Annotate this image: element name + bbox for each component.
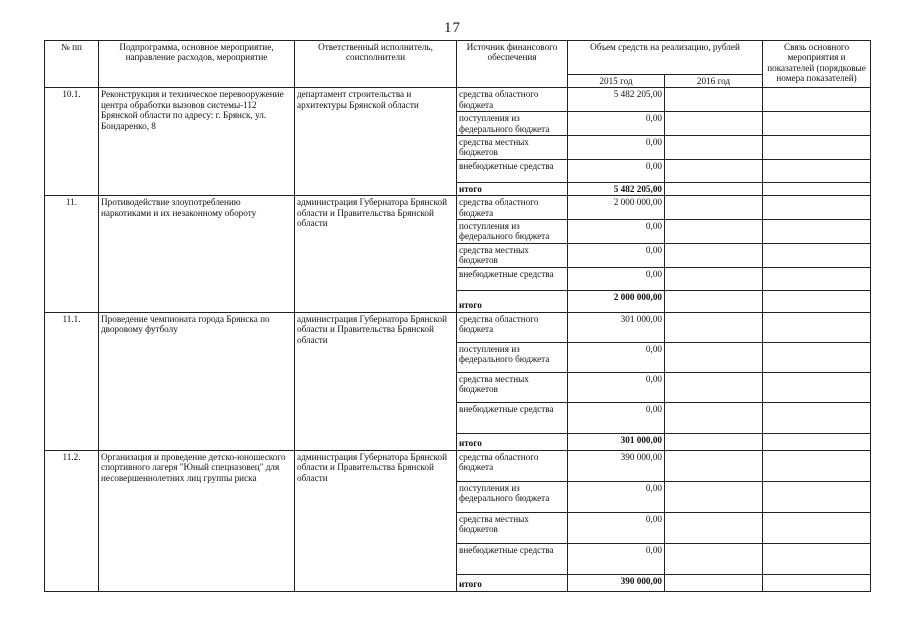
funding-source: внебюджетные средства xyxy=(457,159,568,182)
indicator-link xyxy=(763,574,871,591)
funding-source: средства областного бюджета xyxy=(457,450,568,481)
header-executor: Ответственный исполнитель, соисполнители xyxy=(295,41,457,88)
funding-source: средства местных бюджетов xyxy=(457,243,568,267)
header-volume: Объем средств на реализацию, рублей xyxy=(568,41,763,75)
indicator-link xyxy=(763,88,871,112)
total-label: итого xyxy=(457,182,568,195)
header-year-2015: 2015 год xyxy=(568,75,665,88)
header-num: № пп xyxy=(45,41,99,88)
amount-2016 xyxy=(665,243,763,267)
amount-2015: 0,00 xyxy=(568,267,665,290)
funding-source: поступления из федерального бюджета xyxy=(457,112,568,136)
amount-2016 xyxy=(665,136,763,160)
funding-source: средства местных бюджетов xyxy=(457,372,568,402)
amount-2016 xyxy=(665,112,763,136)
amount-2016 xyxy=(665,574,763,591)
funding-source: внебюджетные средства xyxy=(457,402,568,433)
amount-2015: 0,00 xyxy=(568,512,665,543)
funding-source: средства областного бюджета xyxy=(457,312,568,342)
header-link: Связь основного мероприятия и показателей (порядковые номера показателей) xyxy=(763,41,871,88)
amount-2016 xyxy=(665,159,763,182)
header-subprogram: Подпрограмма, основное мероприятие, направление расходов, мероприятие xyxy=(99,41,295,88)
amount-2016 xyxy=(665,450,763,481)
total-label: итого xyxy=(457,574,568,591)
indicator-link xyxy=(763,267,871,290)
activity-name: Противодействие злоупотреблению наркотиками и их незаконному обороту xyxy=(99,196,295,312)
row-number: 11. xyxy=(45,196,99,312)
table-row xyxy=(45,88,871,112)
amount-2015: 0,00 xyxy=(568,112,665,136)
row-number: 10.1. xyxy=(45,88,99,196)
funding-source: поступления из федерального бюджета xyxy=(457,342,568,372)
indicator-link xyxy=(763,512,871,543)
amount-2016 xyxy=(665,402,763,433)
indicator-link xyxy=(763,372,871,402)
amount-2015: 0,00 xyxy=(568,481,665,512)
indicator-link xyxy=(763,402,871,433)
amount-2015: 0,00 xyxy=(568,243,665,267)
activity-name: Проведение чемпионата города Брянска по дворовому футболу xyxy=(99,312,295,450)
amount-2016 xyxy=(665,433,763,450)
total-2015: 5 482 205,00 xyxy=(568,182,665,195)
responsible-executor: департамент строительства и архитектуры Брянской области xyxy=(295,88,457,196)
funding-source: средства местных бюджетов xyxy=(457,136,568,160)
table-row xyxy=(45,196,871,220)
header-source: Источник финансового обеспечения xyxy=(457,41,568,88)
amount-2016 xyxy=(665,372,763,402)
amount-2016 xyxy=(665,342,763,372)
table-row xyxy=(45,450,871,481)
activity-name: Организация и проведение детско-юношеского спортивного лагеря "Юный спецназовец" для несовершеннолетних лиц группы риска xyxy=(99,450,295,591)
amount-2015: 0,00 xyxy=(568,402,665,433)
funding-source: средства областного бюджета xyxy=(457,88,568,112)
funding-source: внебюджетные средства xyxy=(457,267,568,290)
amount-2016 xyxy=(665,481,763,512)
amount-2015: 390 000,00 xyxy=(568,450,665,481)
activity-name: Реконструкция и техническое перевооружение центра обработки вызовов системы-112 Брянской области по адресу: г. Брянск, ул. Бондаренко, 8 xyxy=(99,88,295,196)
amount-2015: 0,00 xyxy=(568,159,665,182)
amount-2016 xyxy=(665,543,763,574)
page-number: 17 xyxy=(444,20,461,36)
funding-source: средства областного бюджета xyxy=(457,196,568,220)
indicator-link xyxy=(763,243,871,267)
amount-2015: 0,00 xyxy=(568,342,665,372)
responsible-executor: администрация Губернатора Брянской области и Правительства Брянской области xyxy=(295,312,457,450)
funding-source: поступления из федерального бюджета xyxy=(457,481,568,512)
amount-2016 xyxy=(665,182,763,195)
amount-2016 xyxy=(665,196,763,220)
amount-2016 xyxy=(665,512,763,543)
header-year-2016: 2016 год xyxy=(665,75,763,88)
amount-2016 xyxy=(665,88,763,112)
amount-2016 xyxy=(665,290,763,312)
indicator-link xyxy=(763,196,871,220)
indicator-link xyxy=(763,220,871,244)
table-row xyxy=(45,312,871,342)
row-number: 11.1. xyxy=(45,312,99,450)
funding-source: средства местных бюджетов xyxy=(457,512,568,543)
responsible-executor: администрация Губернатора Брянской области и Правительства Брянской области xyxy=(295,450,457,591)
program-table xyxy=(44,40,871,592)
amount-2015: 5 482 205,00 xyxy=(568,88,665,112)
total-label: итого xyxy=(457,433,568,450)
indicator-link xyxy=(763,481,871,512)
amount-2016 xyxy=(665,312,763,342)
indicator-link xyxy=(763,450,871,481)
amount-2016 xyxy=(665,220,763,244)
indicator-link xyxy=(763,182,871,195)
amount-2015: 0,00 xyxy=(568,220,665,244)
responsible-executor: администрация Губернатора Брянской области и Правительства Брянской области xyxy=(295,196,457,312)
total-2015: 301 000,00 xyxy=(568,433,665,450)
indicator-link xyxy=(763,159,871,182)
indicator-link xyxy=(763,312,871,342)
amount-2015: 0,00 xyxy=(568,372,665,402)
total-label: итого xyxy=(457,290,568,312)
total-2015: 2 000 000,00 xyxy=(568,290,665,312)
indicator-link xyxy=(763,136,871,160)
amount-2015: 301 000,00 xyxy=(568,312,665,342)
indicator-link xyxy=(763,342,871,372)
amount-2015: 0,00 xyxy=(568,136,665,160)
indicator-link xyxy=(763,290,871,312)
indicator-link xyxy=(763,543,871,574)
indicator-link xyxy=(763,433,871,450)
row-number: 11.2. xyxy=(45,450,99,591)
amount-2016 xyxy=(665,267,763,290)
indicator-link xyxy=(763,112,871,136)
total-2015: 390 000,00 xyxy=(568,574,665,591)
funding-source: внебюджетные средства xyxy=(457,543,568,574)
amount-2015: 0,00 xyxy=(568,543,665,574)
funding-source: поступления из федерального бюджета xyxy=(457,220,568,244)
amount-2015: 2 000 000,00 xyxy=(568,196,665,220)
